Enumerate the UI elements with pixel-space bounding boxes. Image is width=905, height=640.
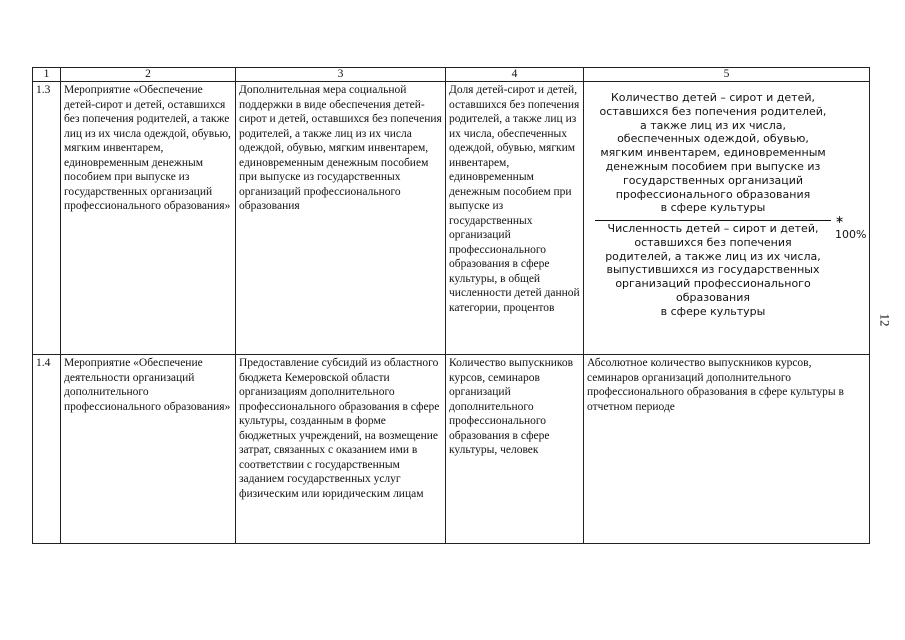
formula-multiplier: ∗ 100% <box>835 213 867 241</box>
row-number: 1.3 <box>33 82 61 355</box>
formula-line: образования <box>676 290 750 304</box>
formula-line: оставшихся без попечения <box>634 235 792 249</box>
fraction-bar <box>595 220 831 221</box>
formula-line: организаций профессионального <box>615 277 811 291</box>
indicators-table <box>32 67 870 544</box>
formula-line: выпустившихся из государственных <box>606 263 820 277</box>
indicator-cell: Количество выпускников курсов, семинаров организаций дополнительного профессионального образования в сфере культуры, человек <box>446 355 584 544</box>
formula-line: обеспеченных одеждой, обувью, <box>617 132 809 146</box>
measure-cell: Дополнительная мера социальной поддержки в виде обеспечения детей-сирот и детей, оставшихся без попечения родителей, а также лиц из их числа одеждой, обувью, мягким инвентарем, единовременным денежным пособием при выпуске из государственных организаций профессионального образования <box>236 82 446 355</box>
column-number-2: 2 <box>61 68 236 82</box>
table-row <box>33 82 870 355</box>
formula-line: а также лиц из их числа, <box>640 118 786 132</box>
column-number-1: 1 <box>33 68 61 82</box>
column-number-4: 4 <box>446 68 584 82</box>
row-number: 1.4 <box>33 355 61 544</box>
indicator-cell: Доля детей-сирот и детей, оставшихся без попечения родителей, а также лиц из их числа, обеспеченных одеждой, обувью, мягким инвентарем, единовременным денежным пособием при выпуске из государственных организаций профессионального образования в сфере культуры, в общей численности детей данной категории, процентов <box>446 82 584 355</box>
measure-cell: Предоставление субсидий из областного бюджета Кемеровской области организациям дополнительного профессионального образования в сфере культуры, созданным в форме бюджетных учреждений, на возмещение затрат, связанных с оказанием ими в соответствии с государственным заданием государственных услуг физическим или юридическим лицам <box>236 355 446 544</box>
formula-line: мягким инвентарем, единовременным <box>600 146 826 160</box>
formula-line: Численность детей – сирот и детей, <box>607 222 819 235</box>
formula-line: Количество детей – сирот и детей, <box>611 91 815 104</box>
table-row <box>33 355 870 544</box>
table-header-row <box>33 68 870 82</box>
formula-numerator <box>595 91 831 215</box>
page-number: 12 <box>877 313 893 327</box>
formula-line: в сфере культуры <box>660 304 766 318</box>
formula-line: государственных организаций <box>622 173 804 187</box>
formula <box>587 83 866 353</box>
column-number-3: 3 <box>236 68 446 82</box>
formula-cell: Абсолютное количество выпускников курсов, семинаров организаций дополнительного профессионального образования в сфере культуры в отчетном периоде <box>584 355 870 544</box>
formula-line: родителей, а также лиц из их числа, <box>605 249 821 263</box>
formula-line: оставшихся без попечения родителей, <box>599 104 827 118</box>
column-number-5: 5 <box>584 68 870 82</box>
formula-line: в сфере культуры <box>660 201 766 215</box>
formula-line: профессионального образования <box>615 187 811 201</box>
event-cell: Мероприятие «Обеспечение детей-сирот и детей, оставшихся без попечения родителей, а также лиц из их числа одеждой, обувью, мягким инвентарем, единовременным денежным пособием при выпуске из государственных организаций профессионального образования» <box>61 82 236 355</box>
formula-cell <box>584 82 870 355</box>
formula-line: денежным пособием при выпуске из <box>605 159 821 173</box>
formula-denominator <box>595 222 831 319</box>
event-cell: Мероприятие «Обеспечение деятельности организаций дополнительного профессионального образования» <box>61 355 236 544</box>
